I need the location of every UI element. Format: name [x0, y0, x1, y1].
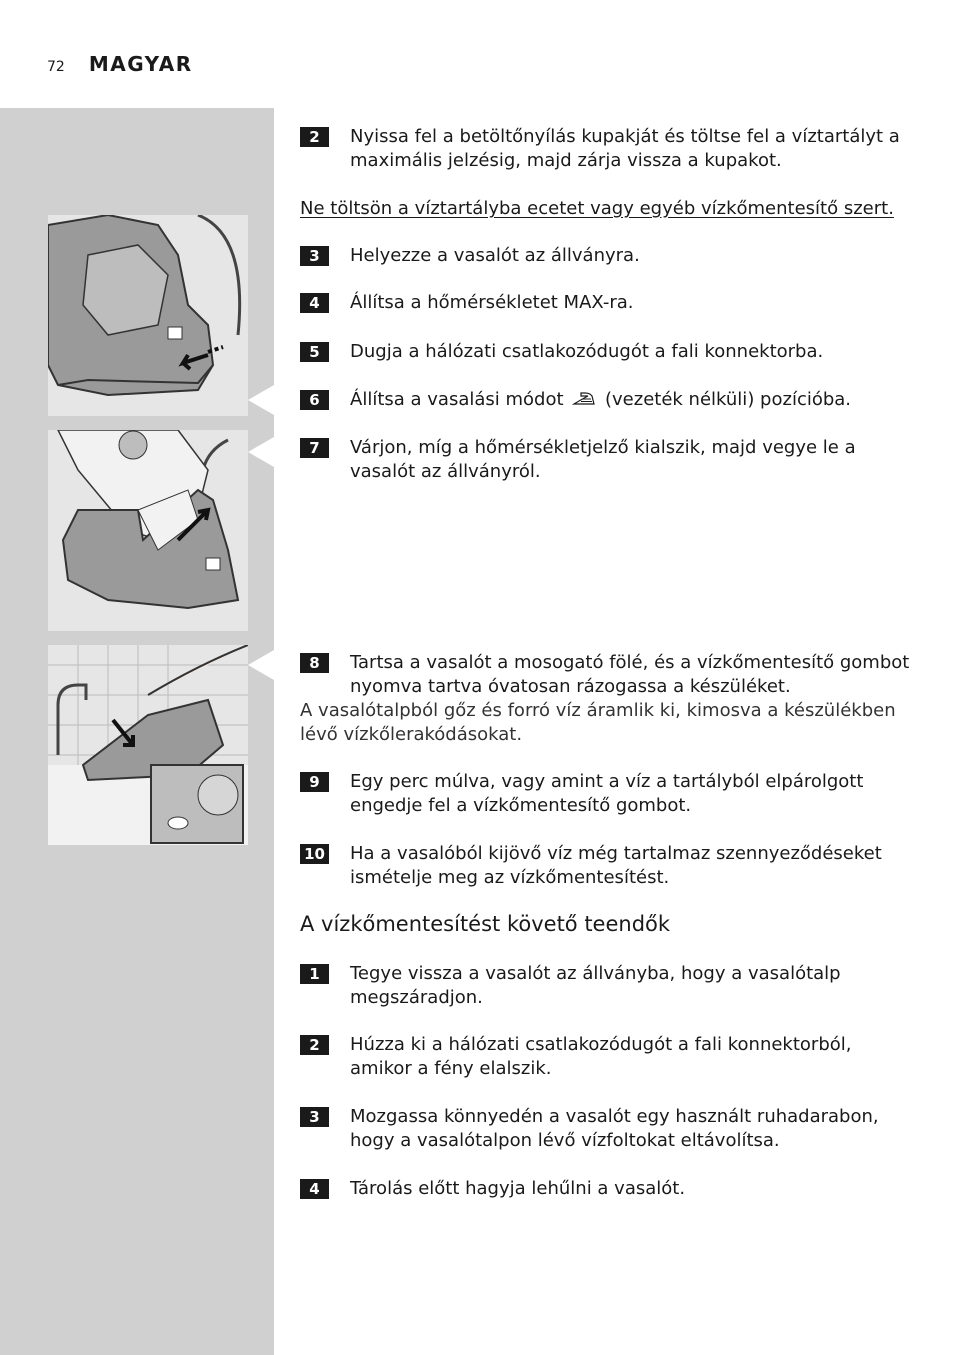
step-text-before: Állítsa a vasalási módot [350, 389, 564, 410]
step-number-badge: 7 [300, 438, 329, 458]
step-number-badge: 3 [300, 1107, 329, 1127]
step-number-badge: 4 [300, 293, 329, 313]
step-7-wait-indicator [300, 436, 915, 484]
step-2-fill-tank [300, 125, 915, 173]
step-8-info: A vasalótalpból gőz és forró víz áramlik ki, kimosva a készülékben lévő vízkőlerakódásokat. [300, 700, 896, 745]
step-10-repeat [300, 842, 915, 890]
illustration-iron-over-sink [48, 645, 248, 845]
step-number-badge: 3 [300, 246, 329, 266]
page-number: 72 [47, 59, 65, 75]
step-text: Nyissa fel a betöltőnyílás kupakját és töltse fel a víztartályt a maximális jelzésig, majd zárja vissza a kupakot. [350, 126, 900, 171]
step-text: Tegye vissza a vasalót az állványba, hogy a vasalótalp megszáradjon. [350, 963, 841, 1008]
step-4-set-temperature [300, 291, 915, 315]
step-number-badge: 10 [300, 844, 329, 864]
step-text: Helyezze a vasalót az állványra. [350, 245, 640, 266]
step-text-after: (vezeték nélküli) pozícióba. [605, 389, 852, 410]
after-step-1-return-to-stand [300, 962, 915, 1010]
page-header [47, 52, 193, 76]
step-number-badge: 2 [300, 1035, 329, 1055]
after-step-3-wipe-soleplate [300, 1105, 915, 1153]
step-text: Mozgassa könnyedén a vasalót egy használt ruhadarabon, hogy a vasalótalpon lévő vízfoltokat eltávolítsa. [350, 1106, 879, 1151]
after-step-4-cool-down [300, 1177, 915, 1201]
step-6-ironing-mode [300, 388, 915, 412]
step-9-release-button [300, 770, 915, 818]
after-step-2-unplug [300, 1033, 915, 1081]
step-number-badge: 5 [300, 342, 329, 362]
step-text: Tartsa a vasalót a mosogató fölé, és a vízkőmentesítő gombot nyomva tartva óvatosan rázogassa a készüléket. [350, 652, 910, 697]
step-number-badge: 1 [300, 964, 329, 984]
step-text: Húzza ki a hálózati csatlakozódugót a fali konnektorból, amikor a fény elalszik. [350, 1034, 852, 1079]
illustration-lift-iron [48, 430, 248, 631]
step-number-badge: 4 [300, 1179, 329, 1199]
step-text: Állítsa a hőmérsékletet MAX-ra. [350, 292, 634, 313]
step-number-badge: 6 [300, 390, 329, 410]
step-text: Egy perc múlva, vagy amint a víz a tartályból elpárolgott engedje fel a vízkőmentesítő gombot. [350, 771, 864, 816]
step-text: Tárolás előtt hagyja lehűlni a vasalót. [350, 1178, 686, 1199]
illustration-iron-on-stand [48, 215, 248, 416]
step-text: Várjon, míg a hőmérsékletjelző kialszik, majd vegye le a vasalót az állványról. [350, 437, 856, 482]
warning-note: Ne töltsön a víztartályba ecetet vagy egyéb vízkőmentesítő szert. [300, 198, 894, 219]
cordless-iron-icon [572, 391, 596, 407]
step-text: Dugja a hálózati csatlakozódugót a fali konnektorba. [350, 341, 824, 362]
step-3-place-on-stand [300, 244, 915, 268]
step-text [350, 388, 915, 412]
section-heading: A vízkőmentesítést követő teendők [300, 912, 671, 936]
illustration-pointer [248, 432, 274, 482]
step-text: Ha a vasalóból kijövő víz még tartalmaz szennyeződéseket ismételje meg az vízkőmentesítést. [350, 843, 882, 888]
step-5-plug-in [300, 340, 915, 364]
step-number-badge: 9 [300, 772, 329, 792]
illustration-pointer [248, 645, 274, 695]
step-8-hold-over-sink [300, 651, 915, 699]
language-title: MAGYAR [88, 52, 193, 76]
illustration-pointer [248, 380, 274, 430]
step-number-badge: 8 [300, 653, 329, 673]
step-number-badge: 2 [300, 127, 329, 147]
